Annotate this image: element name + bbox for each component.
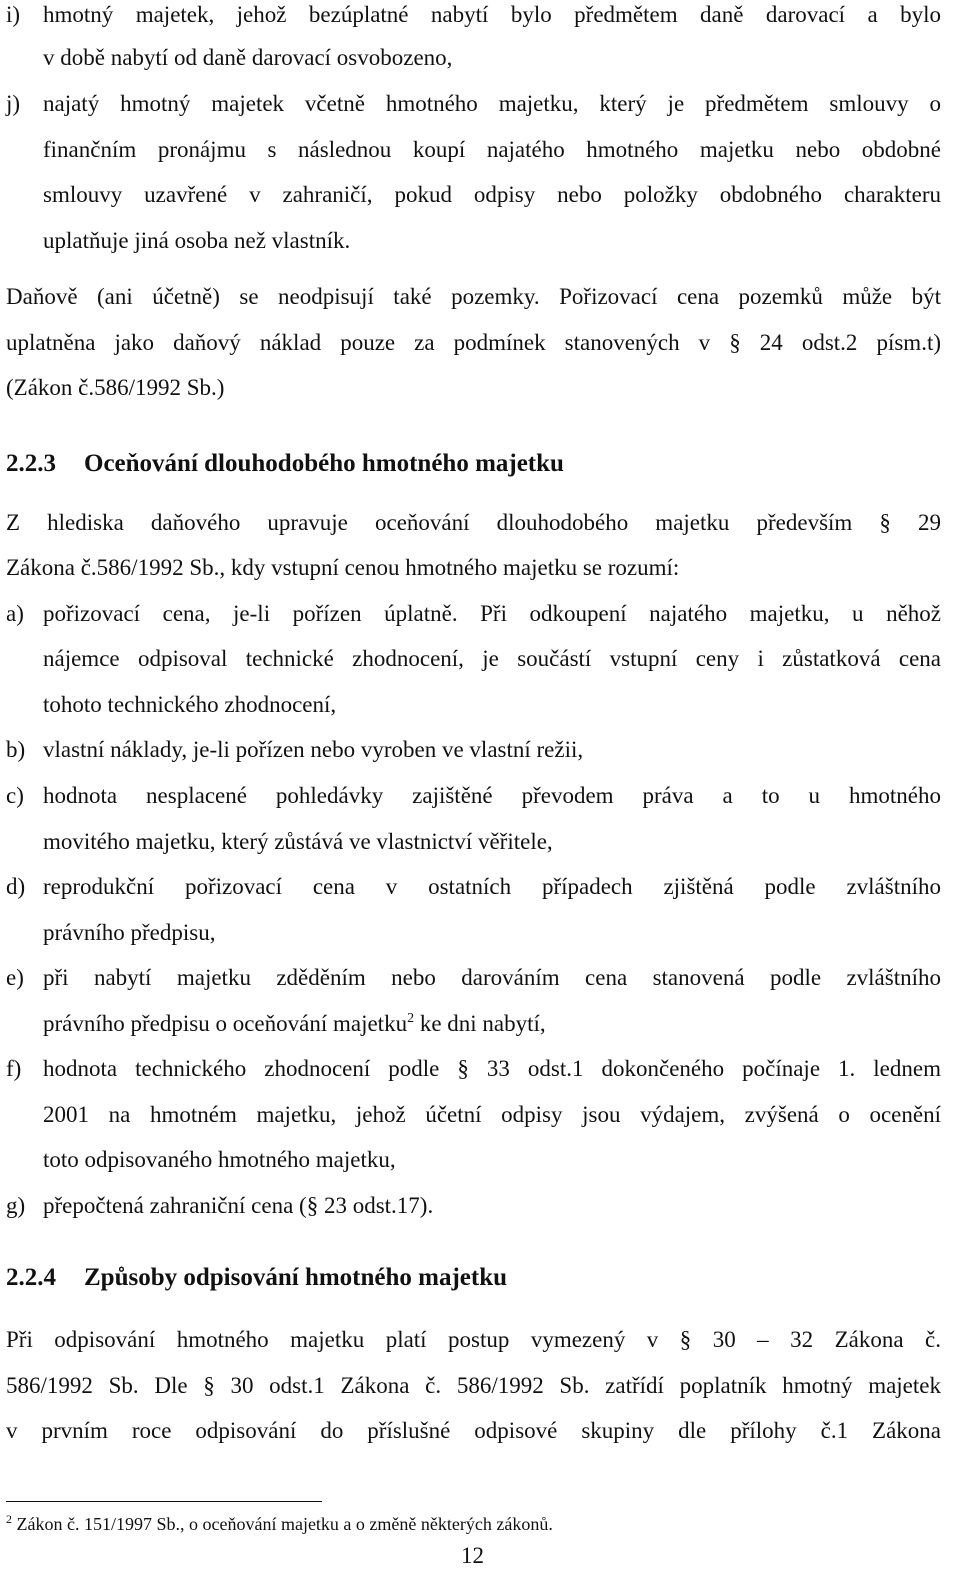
list-label-a: a) bbox=[6, 601, 24, 626]
list-label-f: f) bbox=[6, 1056, 22, 1081]
item-e-text: právního předpisu o oceňování majetku bbox=[43, 1011, 408, 1036]
item-j-line-4: uplatňuje jiná osoba než vlastník. bbox=[43, 228, 351, 253]
item-d-line-2: právního předpisu, bbox=[43, 920, 216, 945]
section-title: Oceňování dlouhodobého hmotného majetku bbox=[84, 450, 564, 477]
para3-line-1: Při odpisování hmotného majetku platí postup vymezený v § 30 – 32 Zákona č. bbox=[6, 1327, 941, 1352]
item-e-line-1: při nabytí majetku zděděním nebo darováním cena stanovená podle zvláštního bbox=[43, 965, 941, 990]
item-f-line-1: hodnota technického zhodnocení podle § 33 odst.1 dokončeného počínaje 1. lednem bbox=[43, 1056, 941, 1081]
page-number: 12 bbox=[461, 1543, 484, 1568]
list-label-d: d) bbox=[6, 874, 26, 899]
footnote-mark: 2 bbox=[6, 1512, 12, 1526]
para2-line-2: Zákona č.586/1992 Sb., kdy vstupní cenou hmotného majetku se rozumí: bbox=[6, 555, 680, 580]
item-j-line-3: smlouvy uzavřené v zahraničí, pokud odpisy nebo položky obdobného charakteru bbox=[43, 182, 941, 207]
section-number: 2.2.4 bbox=[6, 1264, 56, 1291]
list-label-c: c) bbox=[6, 783, 24, 808]
list-label-i: i) bbox=[6, 2, 21, 27]
item-i-line-2: v době nabytí od daně darovací osvobozeno, bbox=[43, 45, 453, 70]
section-heading-2-2-4 bbox=[6, 1262, 507, 1294]
para3-line-2: 586/1992 Sb. Dle § 30 odst.1 Zákona č. 586/1992 Sb. zatřídí poplatník hmotný majetek bbox=[6, 1373, 941, 1398]
para1-line-1: Daňově (ani účetně) se neodpisují také pozemky. Pořizovací cena pozemků může být bbox=[6, 284, 941, 309]
item-e-text-end: ke dni nabytí, bbox=[414, 1011, 546, 1036]
list-label-e: e) bbox=[6, 965, 24, 990]
item-a-line-1: pořizovací cena, je-li pořízen úplatně. Při odkoupení najatého majetku, u něhož bbox=[43, 601, 941, 626]
item-f-line-2: 2001 na hmotném majetku, jehož účetní odpisy jsou výdajem, zvýšená o ocenění bbox=[43, 1102, 941, 1127]
item-j-line-1: najatý hmotný majetek včetně hmotného majetku, který je předmětem smlouvy o bbox=[43, 91, 941, 116]
footnote-ref: 2 bbox=[407, 1011, 415, 1026]
item-a-line-3: tohoto technického zhodnocení, bbox=[43, 692, 337, 717]
item-d-line-1: reprodukční pořizovací cena v ostatních případech zjištěná podle zvláštního bbox=[43, 874, 941, 899]
para1-line-2: uplatněna jako daňový náklad pouze za podmínek stanovených v § 24 odst.2 písm.t) bbox=[6, 330, 941, 355]
item-i-line-1: hmotný majetek, jehož bezúplatné nabytí bylo předmětem daně darovací a bylo bbox=[43, 2, 941, 27]
para2-line-1: Z hlediska daňového upravuje oceňování dlouhodobého majetku především § 29 bbox=[6, 510, 941, 535]
item-c-line-1: hodnota nesplacené pohledávky zajištěné převodem práva a to u hmotného bbox=[43, 783, 941, 808]
item-b-line-1: vlastní náklady, je-li pořízen nebo vyroben ve vlastní režii, bbox=[43, 737, 584, 762]
para3-line-3: v prvním roce odpisování do příslušné odpisové skupiny dle přílohy č.1 Zákona bbox=[6, 1418, 941, 1443]
footnote bbox=[6, 1512, 553, 1536]
section-number: 2.2.3 bbox=[6, 450, 56, 477]
list-label-j: j) bbox=[6, 91, 21, 116]
item-g-line-1: přepočtená zahraniční cena (§ 23 odst.17). bbox=[43, 1193, 434, 1218]
section-heading-2-2-3 bbox=[6, 448, 564, 480]
item-f-line-3: toto odpisovaného hmotného majetku, bbox=[43, 1147, 396, 1172]
para1-line-3: (Zákon č.586/1992 Sb.) bbox=[6, 375, 225, 400]
footnote-text: Zákon č. 151/1997 Sb., o oceňování majetku a o změně některých zákonů. bbox=[12, 1514, 553, 1534]
footnote-separator bbox=[6, 1501, 322, 1502]
item-c-line-2: movitého majetku, který zůstává ve vlastnictví věřitele, bbox=[43, 829, 553, 854]
item-e-line-2 bbox=[43, 1009, 546, 1039]
list-label-g: g) bbox=[6, 1193, 26, 1218]
list-label-b: b) bbox=[6, 737, 26, 762]
section-title: Způsoby odpisování hmotného majetku bbox=[84, 1264, 508, 1291]
item-j-line-2: finančním pronájmu s následnou koupí najatého hmotného majetku nebo obdobné bbox=[43, 137, 941, 162]
item-a-line-2: nájemce odpisoval technické zhodnocení, je součástí vstupní ceny i zůstatková cena bbox=[43, 646, 941, 671]
